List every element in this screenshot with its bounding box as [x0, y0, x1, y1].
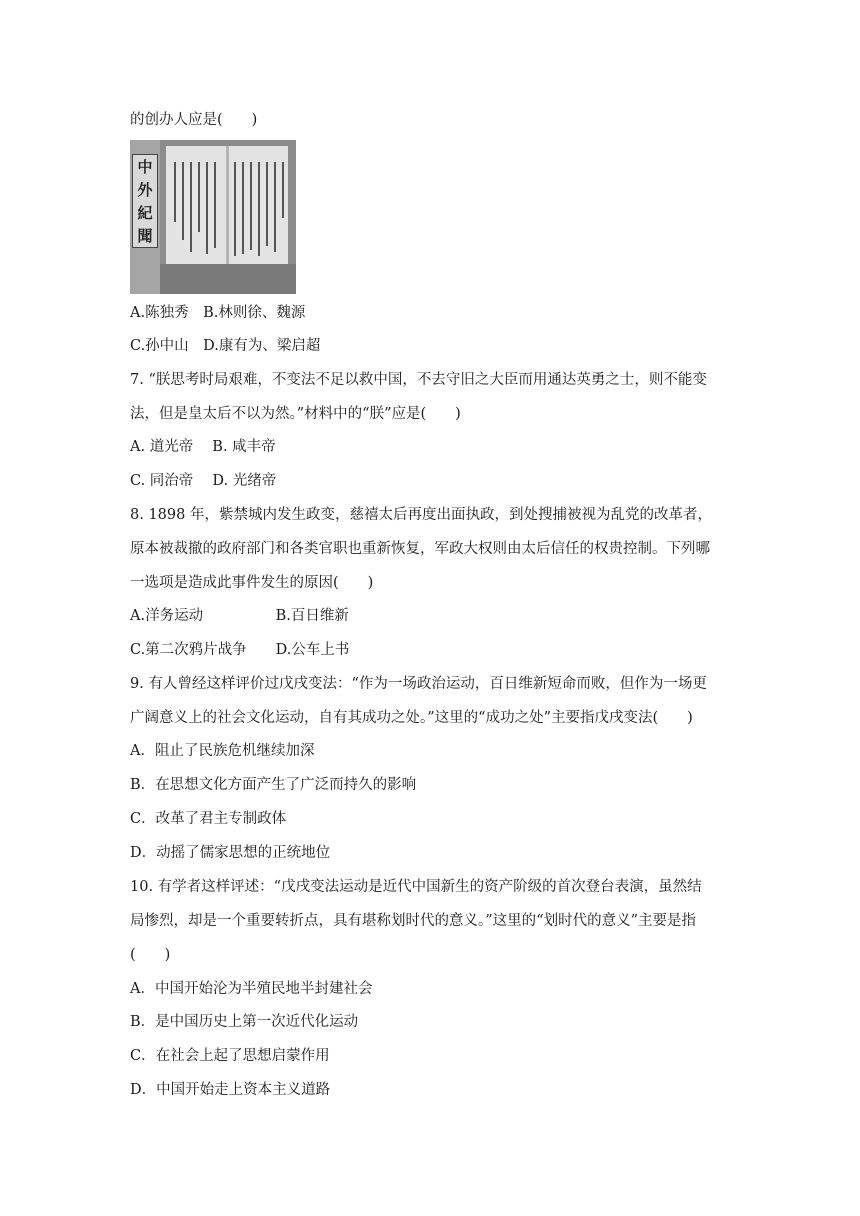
q10-option-d: D．中国开始走上资本主义道路: [130, 1082, 331, 1098]
title-char: 中: [137, 158, 153, 176]
text-column: [258, 162, 260, 256]
text-column: [242, 162, 244, 254]
title-char: 外: [137, 181, 153, 199]
q10-option-a: A．中国开始沦为半殖民地半封建社会: [130, 981, 373, 997]
q10-stem: 局惨烈，却是一个重要转折点，具有堪称划时代的意义。”这里的“划时代的意义”主要是指: [130, 913, 696, 929]
text-column: [214, 162, 216, 248]
q10-option-b: B．是中国历史上第一次近代化运动: [130, 1014, 359, 1030]
q6-options-ab: A.陈独秀 B.林则徐、魏源: [130, 305, 306, 321]
q8-options-ab: A.洋务运动 B.百日维新: [130, 608, 349, 624]
q10-stem: ( ): [130, 947, 171, 963]
title-char: 紀: [137, 204, 153, 222]
photo-base: [160, 264, 296, 294]
q7-options-cd: C. 同治帝 D. 光绪帝: [130, 473, 277, 489]
q7-stem: 法，但是皇太后不以为然。”材料中的“朕”应是( ): [130, 406, 461, 422]
q8-stem: 原本被裁撤的政府部门和各类官职也重新恢复，军政大权则由太后信任的权贵控制。下列哪: [130, 541, 710, 557]
q8-options-cd: C.第二次鸦片战争 D.公车上书: [130, 642, 350, 658]
text-column: [234, 162, 236, 256]
newspaper-photo: [130, 140, 296, 294]
text-column: [206, 162, 208, 254]
q9-option-c: C．改革了君主专制政体: [130, 811, 287, 827]
text-column: [250, 162, 252, 250]
q9-option-d: D．动摇了儒家思想的正统地位: [130, 845, 331, 861]
text-column: [266, 162, 268, 246]
q9-option-b: B．在思想文化方面产生了广泛而持久的影响: [130, 777, 417, 793]
newspaper-title: [132, 154, 158, 248]
q10-stem: 10. 有学者这样评述：“戊戌变法运动是近代中国新生的资产阶级的首次登台表演，虽然结: [130, 879, 702, 895]
page-fold: [226, 146, 229, 264]
text-column: [174, 162, 176, 222]
text-column: [282, 162, 284, 218]
q6-options-cd: C.孙中山 D.康有为、梁启超: [130, 338, 321, 354]
q10-option-c: C．在社会上起了思想启蒙作用: [130, 1048, 330, 1064]
q9-stem: 9. 有人曾经这样评价过戊戌变法：“作为一场政治运动，百日维新短命而败，但作为一场更: [130, 676, 707, 692]
title-char: 聞: [137, 227, 153, 245]
q9-option-a: A．阻止了民族危机继续加深: [130, 743, 315, 759]
text-column: [198, 162, 200, 232]
text-column: [274, 162, 276, 252]
text-column: [190, 162, 192, 252]
text-column: [182, 162, 184, 240]
q8-stem: 一选项是造成此事件发生的原因( ): [130, 575, 374, 591]
q9-stem: 广阔意义上的社会文化运动，自有其成功之处。”这里的“成功之处”主要指戊戌变法( ): [130, 710, 693, 726]
q7-stem: 7. “朕思考时局艰难，不变法不足以救中国，不去守旧之大臣而用通达英勇之士，则不能变: [130, 372, 707, 388]
q6-stem-end: 的创办人应是( ): [130, 112, 258, 128]
q7-options-ab: A. 道光帝 B. 咸丰帝: [130, 439, 276, 455]
q8-stem: 8. 1898 年，紫禁城内发生政变，慈禧太后再度出面执政，到处搜捕被视为乱党的改革者，: [130, 507, 712, 523]
